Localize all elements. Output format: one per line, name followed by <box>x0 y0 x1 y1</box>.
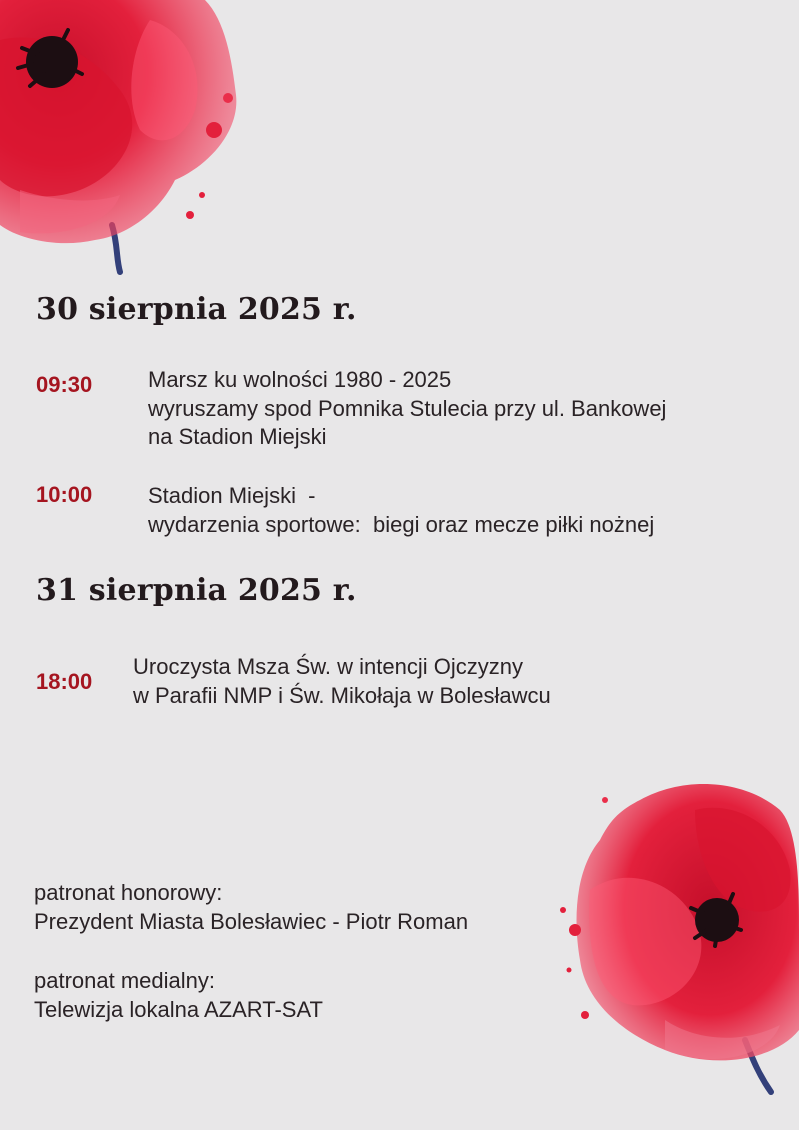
honorary-patronage-value: Prezydent Miasta Bolesławiec - Piotr Roman <box>34 908 469 934</box>
event-description <box>148 482 654 539</box>
media-patronage-label: patronat medialny: <box>34 968 215 993</box>
event-line: wydarzenia sportowe: biegi oraz mecze piłki nożnej <box>148 511 655 537</box>
day-heading-1: 30 sierpnia 2025 r. <box>36 292 357 327</box>
poppy-flower-bottom-icon <box>545 770 799 1100</box>
honorary-patronage <box>34 879 468 936</box>
event-description <box>133 653 551 710</box>
event-time: 10:00 <box>36 482 93 507</box>
event-time: 18:00 <box>36 669 93 694</box>
event-line: Marsz ku wolności 1980 - 2025 <box>148 367 452 392</box>
day-heading-2: 31 sierpnia 2025 r. <box>36 573 357 608</box>
honorary-patronage-label: patronat honorowy: <box>34 880 223 905</box>
event-description <box>148 366 666 452</box>
event-line: Uroczysta Msza Św. w intencji Ojczyzny <box>133 654 523 679</box>
event-line: wyruszamy spod Pomnika Stulecia przy ul. Bankowej <box>148 395 667 421</box>
event-time: 09:30 <box>36 372 93 397</box>
event-line: na Stadion Miejski <box>148 424 327 449</box>
event-line: Stadion Miejski - <box>148 483 316 508</box>
poppy-flower-top-icon <box>0 0 250 280</box>
event-line: w Parafii NMP i Św. Mikołaja w Bolesławcu <box>133 682 551 708</box>
media-patronage-value: Telewizja lokalna AZART-SAT <box>34 996 323 1022</box>
media-patronage <box>34 967 323 1024</box>
